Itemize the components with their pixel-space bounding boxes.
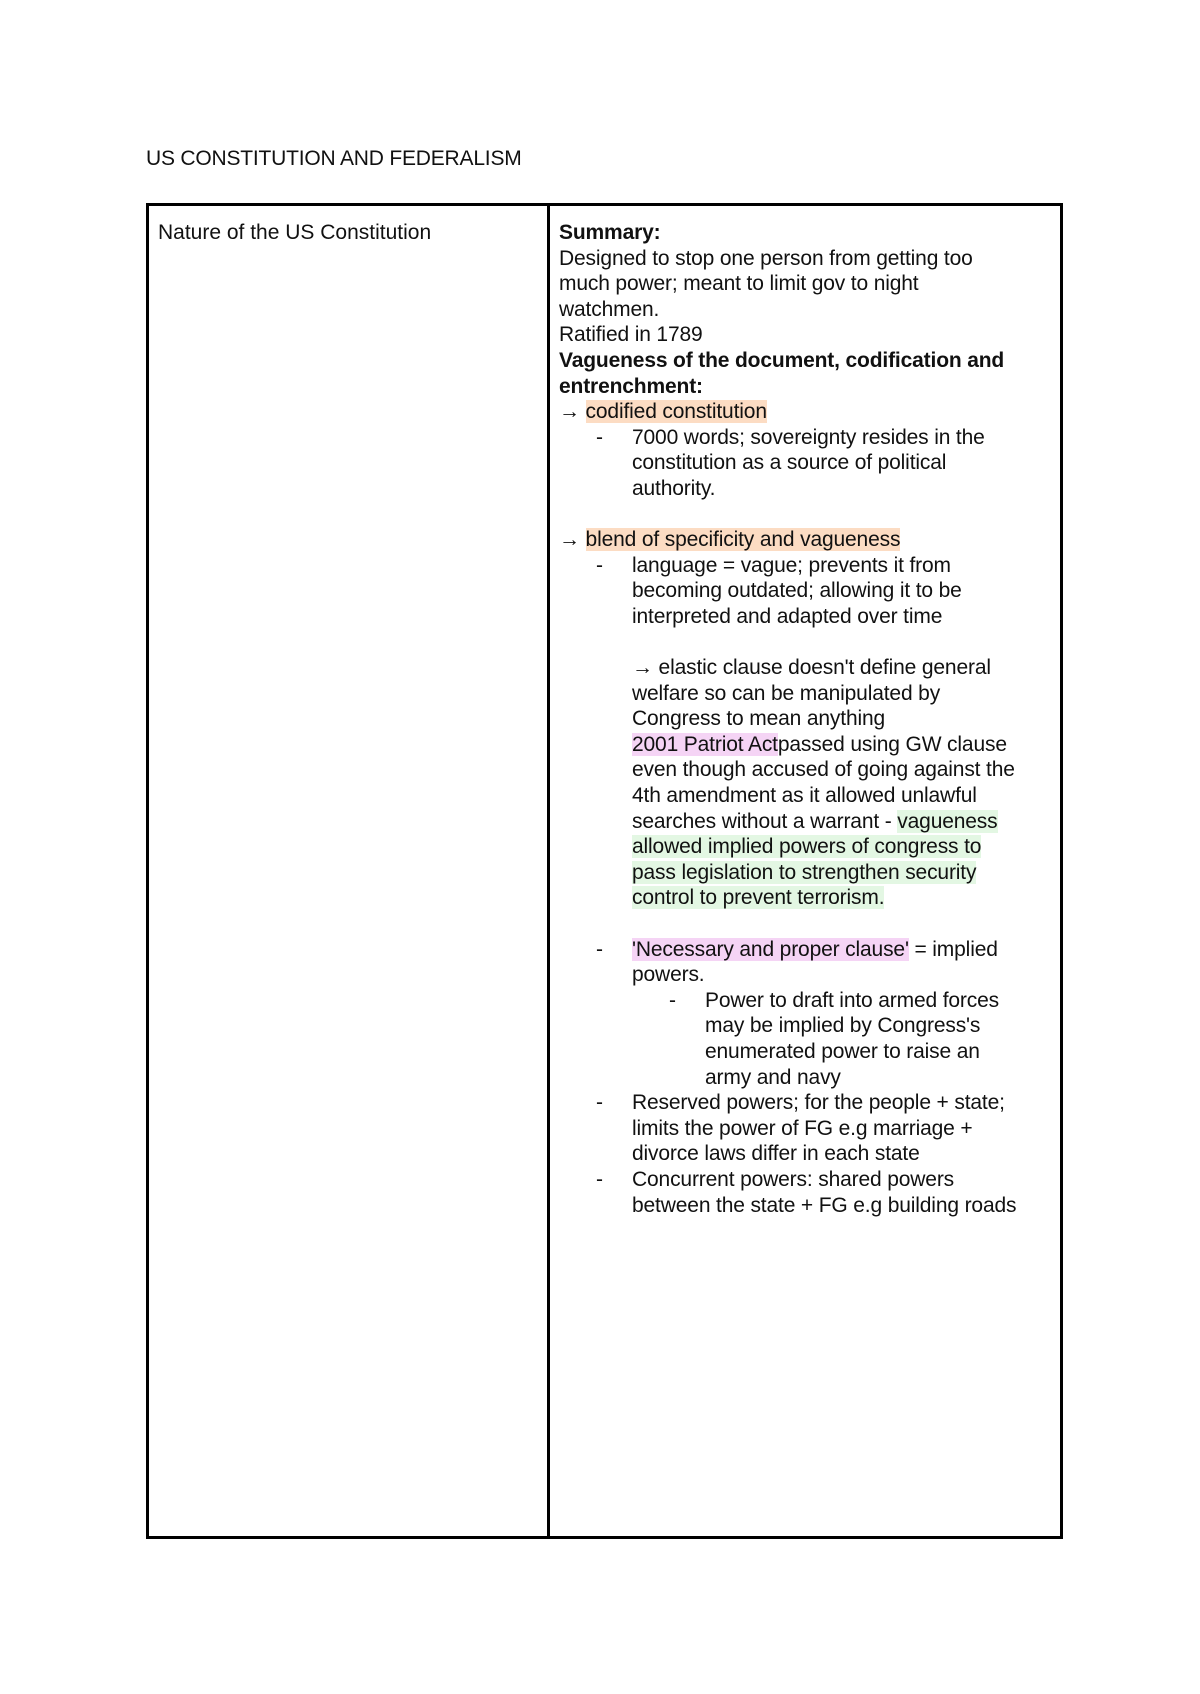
concurrent-powers-bullet: - Concurrent powers: shared powers <box>596 1167 955 1191</box>
dash-bullet: - <box>596 1167 603 1191</box>
dash-bullet: - <box>596 553 603 577</box>
bullet-continuation: between the state + FG e.g building roads <box>632 1193 1017 1217</box>
vagueness-heading: entrenchment: <box>559 374 703 398</box>
vagueness-heading: Vagueness of the document, codification and <box>559 348 1005 372</box>
summary-line: Designed to stop one person from getting too <box>559 246 973 270</box>
patriot-act-line: 4th amendment as it allowed unlawful <box>632 784 977 808</box>
spacer <box>559 630 1056 656</box>
dash-bullet: - <box>596 937 603 961</box>
bullet-continuation: powers. <box>632 963 705 987</box>
bullet-continuation: enumerated power to raise an <box>705 1040 980 1063</box>
searches-line: searches without a warrant - vagueness <box>632 809 998 833</box>
summary-line: watchmen. <box>559 297 660 321</box>
dash-bullet: - <box>669 988 676 1012</box>
elastic-clause-line: Congress to mean anything <box>632 707 886 731</box>
topic-column <box>149 206 550 1536</box>
bullet-continuation: becoming outdated; allowing it to be <box>632 579 962 603</box>
codified-highlight: codified constitution <box>585 400 767 424</box>
elastic-clause-line: welfare so can be manipulated by <box>632 681 941 705</box>
bullet-continuation: constitution as a source of political <box>632 451 947 475</box>
green-highlight-line: allowed implied powers of congress to <box>632 835 982 859</box>
blend-point <box>559 527 1056 553</box>
dash-bullet: - <box>596 425 603 449</box>
codified-point <box>559 399 1056 425</box>
bullet-continuation: divorce laws differ in each state <box>632 1142 920 1166</box>
reserved-powers-bullet: - Reserved powers; for the people + state; <box>596 1091 1005 1115</box>
green-highlight-line: pass legislation to strengthen security <box>632 860 977 884</box>
summary-label: Summary: <box>559 221 661 244</box>
bullet-continuation: may be implied by Congress's <box>705 1014 981 1038</box>
bullet-continuation: authority. <box>632 476 716 500</box>
document-title: US CONSTITUTION AND FEDERALISM <box>146 147 522 170</box>
dash-bullet: - <box>596 1091 603 1115</box>
elastic-clause-line: → elastic clause doesn't define general <box>632 656 991 680</box>
arrow-icon: → <box>559 400 580 424</box>
notes-column <box>550 206 1060 1536</box>
necessary-clause-highlight: 'Necessary and proper clause' <box>632 937 909 961</box>
necessary-clause-bullet: - 'Necessary and proper clause' = implied <box>596 937 998 961</box>
ratified-line: Ratified in 1789 <box>559 323 703 347</box>
topic-heading: Nature of the US Constitution <box>158 221 432 244</box>
notes-table <box>146 203 1063 1539</box>
spacer <box>559 502 1056 528</box>
bullet-continuation: limits the power of FG e.g marriage + <box>632 1116 973 1140</box>
vagueness-highlight: vagueness <box>897 809 998 833</box>
patriot-act-line: even though accused of going against the <box>632 758 1015 782</box>
bullet-continuation: army and navy <box>705 1065 841 1089</box>
blend-highlight: blend of specificity and vagueness <box>585 528 901 552</box>
bullet-continuation: interpreted and adapted over time <box>632 604 943 628</box>
spacer <box>559 911 1056 937</box>
patriot-act-line: 2001 Patriot Actpassed using GW clause <box>632 732 1007 756</box>
language-bullet: - language = vague; prevents it from <box>596 553 951 577</box>
draft-sub-bullet: - Power to draft into armed forces <box>669 988 999 1012</box>
green-highlight-line: control to prevent terrorism. <box>632 886 885 910</box>
summary-line: much power; meant to limit gov to night <box>559 272 919 296</box>
patriot-act-highlight: 2001 Patriot Act <box>632 732 778 756</box>
arrow-icon: → <box>559 528 580 552</box>
codified-bullet: - 7000 words; sovereignty resides in the <box>596 425 985 449</box>
